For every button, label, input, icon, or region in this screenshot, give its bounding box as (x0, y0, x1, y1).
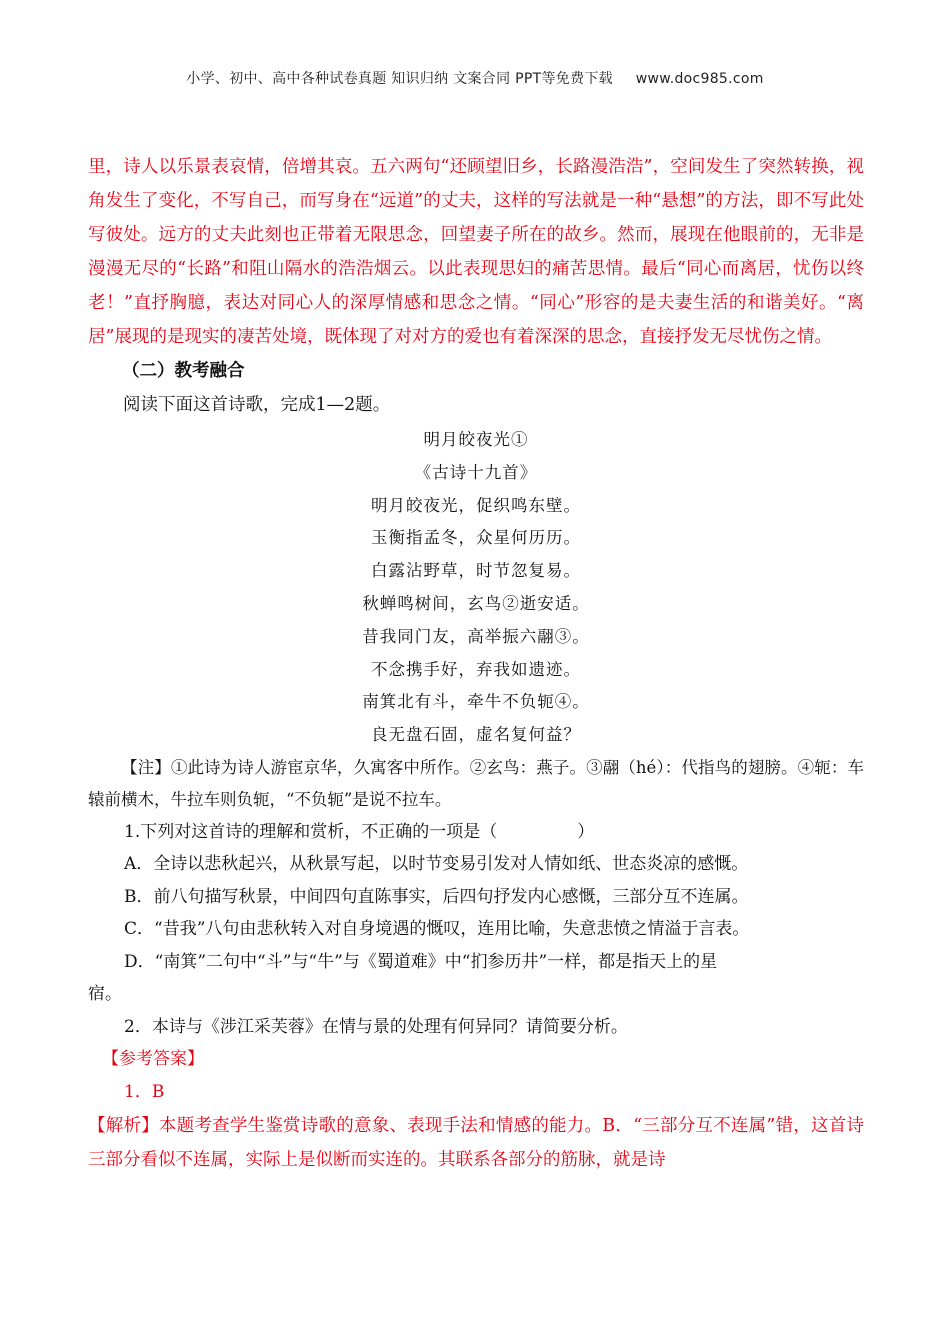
option-b: B．前八句描写秋景，中间四句直陈事实，后四句抒发内心感慨，三部分互不连属。 (124, 886, 749, 907)
poem-line: 良无盘石固，虚名复何益？ (371, 725, 581, 745)
poem-line: 明月皎夜光，促织鸣东壁。 (371, 495, 581, 515)
poem-source: 《古诗十九首》 (414, 462, 538, 482)
header-url[interactable]: www.doc985.com (635, 71, 764, 87)
question-1-stem-end: ） (577, 821, 595, 842)
poem (88, 424, 864, 752)
poem-line: 昔我同门友，高举振六翮③。 (362, 626, 590, 646)
option-c: C．“昔我”八句由悲秋转入对自身境遇的慨叹，连用比喻，失意悲愤之情溢于言表。 (124, 919, 750, 940)
poem-line: 秋蝉鸣树间，玄鸟②逝安适。 (362, 593, 590, 613)
option-d-line1: D．“南箕”二句中“斗”与“牛”与《蜀道难》中“扪参历井”一样，都是指天上的星 (124, 951, 718, 972)
poem-note: 【注】①此诗为诗人游宦京华，久寓客中所作。②玄鸟：燕子。③翮（hé）：代指鸟的翅膀。④轭：车辕前横木，牛拉车则负轭，“不负轭”是说不拉车。 (88, 757, 864, 809)
option-a: A．全诗以悲秋起兴，从秋景写起，以时节变易引发对人情如纸、世态炎凉的感慨。 (124, 854, 749, 875)
question-1-stem (88, 816, 864, 849)
question-1-stem-text: 1.下列对这首诗的理解和赏析，不正确的一项是（ (124, 821, 498, 842)
document-body (88, 150, 864, 1177)
question-2: 2．本诗与《涉江采芙蓉》在情与景的处理有何异同？请简要分析。 (124, 1016, 628, 1037)
intro-paragraph: 里，诗人以乐景表哀情，倍增其哀。五六两句“还顾望旧乡，长路漫浩浩”，空间发生了突然转换，视角发生了变化，不写自己，而写身在“远道”的丈夫，这样的写法就是一种“悬想”的方法，即不写此处写彼处。远方的丈夫此刻也正带着无限思念，回望妻子所在的故乡。然而，展现在他眼前的，无非是漫漫无尽的“长路”和阻山隔水的浩浩烟云。以此表现思妇的痛苦思情。最后“同心而离居，忧伤以终老！”直抒胸臆，表达对同心人的深厚情感和思念之情。“同心”形容的是夫妻生活的和谐美好。“离居”展现的是现实的凄苦处境，既体现了对对方的爱也有着深深的思念，直接抒发无尽忧伤之情。 (88, 157, 864, 347)
section-title: （二）教考融合 (122, 361, 245, 381)
poem-line: 南箕北有斗，牵牛不负轭④。 (362, 692, 590, 712)
poem-line: 白露沾野草，时节忽复易。 (371, 561, 581, 581)
answer-q1: 1．B (124, 1082, 165, 1103)
poem-line: 不念携手好，弃我如遗迹。 (371, 659, 581, 679)
answer-analysis: 【解析】本题考查学生鉴赏诗歌的意象、表现手法和情感的能力。B．“三部分互不连属”错，这首诗三部分看似不连属，实际上是似断而实连的。其联系各部分的筋脉，就是诗 (88, 1115, 864, 1170)
header-text: 小学、初中、高中各种试卷真题 知识归纳 文案合同 PPT等免费下载 (186, 71, 613, 87)
poem-title: 明月皎夜光① (423, 430, 529, 449)
section-instruction: 阅读下面这首诗歌，完成1—2题。 (123, 395, 391, 415)
poem-line: 玉衡指孟冬，众星何历历。 (371, 528, 581, 548)
option-d-line2: 宿。 (88, 984, 122, 1005)
page-header (0, 68, 950, 88)
answer-title: 【参考答案】 (102, 1049, 204, 1070)
